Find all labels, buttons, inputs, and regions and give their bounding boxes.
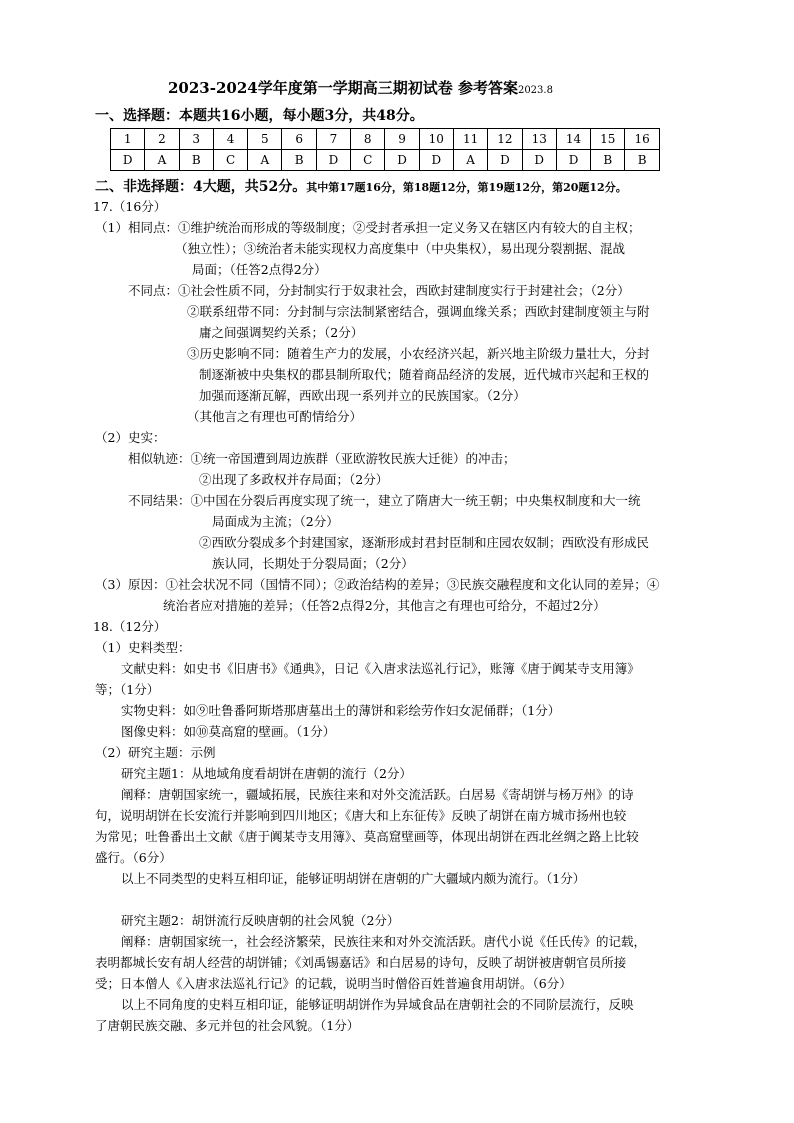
q18-1-line: 文献史料：如史书《旧唐书》《通典》，日记《入唐求法巡礼行记》，账簿《唐于阗某寺支用簿》 bbox=[121, 661, 640, 676]
q18-heading: 18.（12分） bbox=[93, 619, 167, 634]
q18-2-topic-2-line: 表明都城长安有胡人经营的胡饼铺；《刘禹锡嘉话》和白居易的诗句，反映了胡饼被唐朝官员所接 bbox=[95, 955, 627, 970]
q18-2-topic-2-line: 以上不同角度的史料互相印证，能够证明胡饼作为异域食品在唐朝社会的不同阶层流行，反映 bbox=[121, 997, 634, 1012]
q18-2-topic-2-line: 受；日本僧人《入唐求法巡礼行记》的记载，说明当时僧俗百姓普遍食用胡饼。（6分） bbox=[95, 976, 572, 991]
title-date: 2023.8 bbox=[517, 85, 553, 96]
answer-cell: B bbox=[179, 150, 213, 171]
answer-cell: C bbox=[213, 150, 247, 171]
q17-2-line: 族认同，长期处于分裂局面；（2分） bbox=[212, 556, 414, 571]
q18-2-topic-1: 研究主题1：从地域角度看胡饼在唐朝的流行（2分） bbox=[121, 766, 412, 781]
page-title bbox=[168, 81, 553, 96]
q17-1-similarity-line: 局面；（任答2点得2分） bbox=[192, 262, 327, 277]
q17-1-difference-line: 加强而逐渐瓦解，西欧出现一系列并立的民族国家。（2分） bbox=[199, 388, 526, 403]
q17-2-line: 局面成为主流；（2分） bbox=[212, 514, 339, 529]
q18-2-topic-1-line: 以上不同类型的史料互相印证，能够证明胡饼在唐朝的广大疆域内颇为流行。（1分） bbox=[121, 871, 586, 886]
q17-1-difference-line: 制逐渐被中央集权的郡县制所取代；随着商品经济的发展，近代城市兴起和王权的 bbox=[199, 367, 650, 382]
q17-2-heading: （2）史实： bbox=[95, 430, 166, 445]
q17-heading: 17.（16分） bbox=[93, 199, 167, 214]
answer-table-answer-row bbox=[111, 150, 660, 171]
question-number: 7 bbox=[316, 129, 350, 150]
answer-cell: D bbox=[111, 150, 145, 171]
q17-2-line: 相似轨迹：①统一帝国遭到周边族群（亚欧游牧民族大迁徙）的冲击； bbox=[128, 451, 516, 466]
answer-cell: D bbox=[316, 150, 350, 171]
question-number: 6 bbox=[282, 129, 316, 150]
q17-2-line: ②西欧分裂成多个封建国家，逐渐形成封君封臣制和庄园农奴制；西欧没有形成民 bbox=[199, 535, 650, 550]
answer-cell: C bbox=[351, 150, 385, 171]
q18-1-line: 图像史料：如⑩莫高窟的壁画。（1分） bbox=[121, 724, 336, 739]
q17-3-line: 统治者应对措施的差异；（任答2点得2分，其他言之有理也可给分，不超过2分） bbox=[163, 598, 606, 613]
q18-1-line: 实物史料：如⑨吐鲁番阿斯塔那唐墓出土的薄饼和彩绘劳作妇女泥俑群；（1分） bbox=[121, 703, 561, 718]
answer-table bbox=[110, 128, 660, 171]
answer-cell: B bbox=[591, 150, 625, 171]
q18-2-topic-2-line: 阐释：唐朝国家统一，社会经济繁荣，民族往来和对外交流活跃。唐代小说《任氏传》的记载， bbox=[121, 934, 647, 949]
question-number: 10 bbox=[419, 129, 453, 150]
q17-1-difference-line: 不同点：①社会性质不同，分封制实行于奴隶社会，西欧封建制度实行于封建社会；（2分） bbox=[128, 283, 630, 298]
q18-2-topic-1-line: 阐释：唐朝国家统一，疆域拓展，民族往来和对外交流活跃。白居易《寄胡饼与杨万州》的诗 bbox=[121, 787, 634, 802]
question-number: 5 bbox=[248, 129, 282, 150]
question-number: 1 bbox=[111, 129, 145, 150]
q18-1-line: 等；（1分） bbox=[95, 682, 160, 697]
section-two-note: 其中第17题16分，第18题12分，第19题12分，第20题12分。 bbox=[306, 181, 627, 194]
answer-cell: D bbox=[385, 150, 419, 171]
answer-cell: D bbox=[419, 150, 453, 171]
q17-3-line: （3）原因：①社会状况不同（国情不同）；②政治结构的差异；③民族交融程度和文化认同的差异；④ bbox=[95, 577, 660, 592]
q17-2-line: ②出现了多政权并存局面；（2分） bbox=[199, 472, 389, 487]
question-number: 3 bbox=[179, 129, 213, 150]
answer-table-number-row bbox=[111, 129, 660, 150]
q17-1-difference-line: ②联系纽带不同：分封制与宗法制紧密结合，强调血缘关系；西欧封建制度领主与附 bbox=[187, 304, 650, 319]
q17-2-line: 不同结果：①中国在分裂后再度实现了统一，建立了隋唐大一统王朝；中央集权制度和大一统 bbox=[128, 493, 641, 508]
q18-2-heading: （2）研究主题：示例 bbox=[95, 745, 216, 760]
q17-1-difference-line: 庸之间强调契约关系；（2分） bbox=[199, 325, 364, 340]
q17-1-note: （其他言之有理也可酌情给分） bbox=[187, 409, 363, 424]
q17-1-similarity-line: （独立性）；③统治者未能实现权力高度集中（中央集权），易出现分裂割据、混战 bbox=[175, 241, 626, 256]
question-number: 9 bbox=[385, 129, 419, 150]
question-number: 12 bbox=[488, 129, 522, 150]
q18-2-topic-1-line: 盛行。（6分） bbox=[95, 850, 172, 865]
section-two-title: 二、非选择题：4大题，共52分。 bbox=[95, 179, 307, 195]
question-number: 11 bbox=[453, 129, 487, 150]
section-one-heading: 一、选择题：本题共16小题，每小题3分，共48分。 bbox=[95, 108, 424, 124]
question-number: 8 bbox=[351, 129, 385, 150]
answer-cell: B bbox=[625, 150, 659, 171]
q18-2-topic-1-line: 为常见；吐鲁番出土文献《唐于阗某寺支用簿》、莫高窟壁画等，体现出胡饼在西北丝绸之路上比较 bbox=[95, 829, 639, 844]
question-number: 4 bbox=[213, 129, 247, 150]
section-two-heading bbox=[95, 180, 627, 194]
answer-cell: B bbox=[282, 150, 316, 171]
q17-1-difference-line: ③历史影响不同：随着生产力的发展，小农经济兴起，新兴地主阶级力量壮大，分封 bbox=[187, 346, 650, 361]
answer-cell: D bbox=[488, 150, 522, 171]
question-number: 14 bbox=[556, 129, 590, 150]
question-number: 2 bbox=[145, 129, 179, 150]
answer-cell: A bbox=[248, 150, 282, 171]
q18-2-topic-2-line: 了唐朝民族交融、多元并包的社会风貌。（1分） bbox=[95, 1018, 360, 1033]
answer-cell: A bbox=[453, 150, 487, 171]
q18-1-heading: （1）史料类型： bbox=[95, 640, 191, 655]
answer-cell: A bbox=[145, 150, 179, 171]
q17-1-similarity-line: （1）相同点：①维护统治而形成的等级制度；②受封者承担一定义务又在辖区内有较大的自主权； bbox=[95, 220, 641, 235]
q18-2-topic-1-line: 句，说明胡饼在长安流行并影响到四川地区；《唐大和上东征传》反映了胡饼在南方城市扬州也较 bbox=[95, 808, 627, 823]
q18-2-topic-2: 研究主题2：胡饼流行反映唐朝的社会风貌（2分） bbox=[121, 913, 400, 928]
title-text: 2023-2024学年度第一学期高三期初试卷 参考答案 bbox=[168, 79, 518, 97]
answer-cell: D bbox=[556, 150, 590, 171]
question-number: 16 bbox=[625, 129, 659, 150]
question-number: 13 bbox=[522, 129, 556, 150]
question-number: 15 bbox=[591, 129, 625, 150]
answer-cell: D bbox=[522, 150, 556, 171]
